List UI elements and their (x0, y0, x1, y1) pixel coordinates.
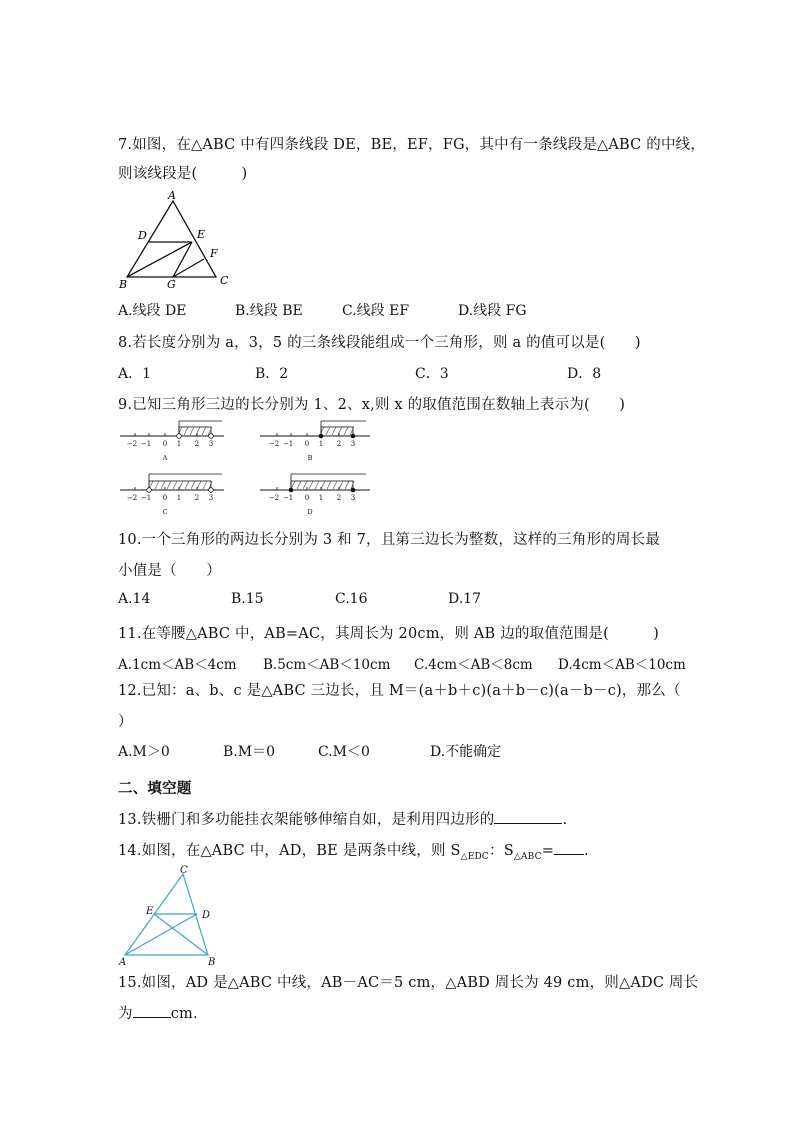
q14-text-post: = (541, 843, 555, 859)
q9c-tick-neg1: −1 (140, 494, 152, 502)
q13-period: . (562, 812, 568, 828)
q9-numberline-c[interactable] (118, 470, 228, 518)
q9a-tick-1: 1 (176, 440, 182, 448)
q9b-tick-3: 3 (350, 440, 356, 448)
section-heading-fill-in: 二、填空题 (118, 780, 192, 797)
q8-option-c[interactable]: C．3 (415, 366, 449, 382)
q9-numberline-a[interactable] (118, 418, 228, 464)
q7-label-g: G (167, 278, 176, 290)
q7-stem-line2: 则该线段是( ) (118, 166, 248, 182)
q9a-caption: A (162, 454, 168, 462)
q9c-tick-2: 2 (194, 494, 200, 502)
q7-option-a[interactable]: A.线段 DE (118, 303, 187, 319)
q9c-tick-0: 0 (162, 494, 168, 502)
q9-numberline-d[interactable] (258, 470, 373, 518)
q7-label-b: B (119, 278, 128, 290)
q14-line (118, 839, 589, 862)
q12-option-b[interactable]: B.M＝0 (223, 744, 275, 760)
q14-triangle-figure (116, 862, 226, 968)
q9-numberline-b[interactable] (258, 418, 373, 464)
q9d-caption: D (307, 508, 313, 516)
q9a-tick-2: 2 (194, 440, 200, 448)
q14-subscript-edc: △EDC (460, 851, 490, 862)
q14-period: . (584, 843, 589, 859)
q8-option-a[interactable]: A．1 (118, 366, 152, 382)
q13-line (118, 808, 567, 829)
q15-line2 (118, 1002, 198, 1023)
q9c-caption: C (162, 508, 168, 516)
q10-stem-line2: 小值是（ ） (118, 563, 221, 579)
q9a-tick-0: 0 (162, 440, 168, 448)
q13-text: 13.铁栅门和多功能挂衣架能够伸缩自如，是利用四边形的 (118, 812, 495, 828)
q13-answer-blank[interactable] (494, 809, 562, 824)
q7-label-d: D (138, 229, 147, 242)
q8-option-b[interactable]: B．2 (255, 366, 289, 382)
q11-option-c[interactable]: C.4cm＜AB＜8cm (414, 657, 533, 673)
q14-text-pre: 14.如图，在△ABC 中，AD，BE 是两条中线，则 S (118, 843, 461, 859)
q10-option-b[interactable]: B.15 (231, 591, 264, 607)
q9d-tick-0: 0 (304, 494, 310, 502)
q7-option-c[interactable]: C.线段 EF (342, 303, 410, 319)
q7-label-c: C (220, 274, 229, 287)
q11-option-a[interactable]: A.1cm＜AB＜4cm (118, 657, 237, 673)
q14-label-b: B (208, 957, 216, 968)
q7-label-a: A (168, 189, 176, 202)
q10-option-d[interactable]: D.17 (448, 591, 481, 607)
q9b-tick-1: 1 (318, 440, 324, 448)
q8-option-d[interactable]: D．8 (567, 366, 602, 382)
q9b-tick-2: 2 (336, 440, 342, 448)
q14-label-d: D (202, 910, 211, 921)
q9a-tick-neg2: −2 (126, 440, 138, 448)
q7-option-d[interactable]: D.线段 FG (458, 303, 527, 319)
q9a-tick-neg1: −1 (140, 440, 152, 448)
q8-stem: 8.若长度分别为 a，3，5 的三条线段能组成一个三角形，则 a 的值可以是( ) (118, 335, 641, 351)
q12-stem-line1: 12.已知：a、b、c 是△ABC 三边长，且 M＝(a＋b＋c)(a＋b－c)(a－b－c)，那么（ (118, 683, 681, 699)
q7-label-f: F (210, 247, 218, 260)
q14-label-e: E (146, 906, 154, 917)
q7-option-b[interactable]: B.线段 BE (235, 303, 303, 319)
q9b-tick-neg1: −1 (282, 440, 294, 448)
q14-label-a: A (119, 957, 127, 968)
q12-option-c[interactable]: C.M＜0 (318, 744, 370, 760)
q9-stem: 9.已知三角形三边的长分别为 1、2、x,则 x 的取值范围在数轴上表示为( ) (118, 397, 626, 413)
q15-text-pre: 为 (118, 1006, 133, 1022)
q7-stem-line1: 7.如图，在△ABC 中有四条线段 DE，BE，EF，FG，其中有一条线段是△ABC 的中线， (118, 137, 706, 153)
q15-text-post: cm. (170, 1006, 198, 1022)
q9d-tick-neg1: −1 (282, 494, 294, 502)
q15-stem-line1: 15.如图，AD 是△ABC 中线，AB－AC＝5 cm，△ABD 周长为 49 cm，则△ADC 周长 (118, 975, 699, 991)
q9b-tick-0: 0 (304, 440, 310, 448)
q11-option-d[interactable]: D.4cm＜AB＜10cm (558, 657, 686, 673)
q9d-tick-1: 1 (318, 494, 324, 502)
q9d-tick-2: 2 (336, 494, 342, 502)
q15-answer-blank[interactable] (133, 1003, 171, 1018)
q9d-tick-neg2: −2 (268, 494, 280, 502)
q14-subscript-abc: △ABC (513, 851, 542, 862)
q9c-tick-1: 1 (176, 494, 182, 502)
q9b-caption: B (307, 454, 313, 462)
q9c-tick-3: 3 (208, 494, 214, 502)
q11-stem: 11.在等腰△ABC 中，AB=AC，其周长为 20cm，则 AB 边的取值范围是( ) (118, 626, 659, 642)
q7-triangle-figure (115, 188, 240, 290)
q10-option-a[interactable]: A.14 (118, 591, 151, 607)
q14-label-c: C (180, 865, 188, 876)
q12-option-d[interactable]: D.不能确定 (430, 744, 502, 760)
q9c-tick-neg2: −2 (126, 494, 138, 502)
q9d-tick-3: 3 (350, 494, 356, 502)
q9a-tick-3: 3 (208, 440, 214, 448)
q14-answer-blank[interactable] (554, 840, 584, 855)
q14-text-mid: ：S (489, 843, 514, 859)
q10-option-c[interactable]: C.16 (335, 591, 368, 607)
q11-option-b[interactable]: B.5cm＜AB＜10cm (263, 657, 391, 673)
q12-stem-line2: ） (118, 714, 133, 730)
q12-option-a[interactable]: A.M＞0 (118, 744, 170, 760)
q7-label-e: E (197, 228, 206, 241)
q10-stem-line1: 10.一个三角形的两边长分别为 3 和 7，且第三边长为整数，这样的三角形的周长最 (118, 532, 661, 548)
q9b-tick-neg2: −2 (268, 440, 280, 448)
